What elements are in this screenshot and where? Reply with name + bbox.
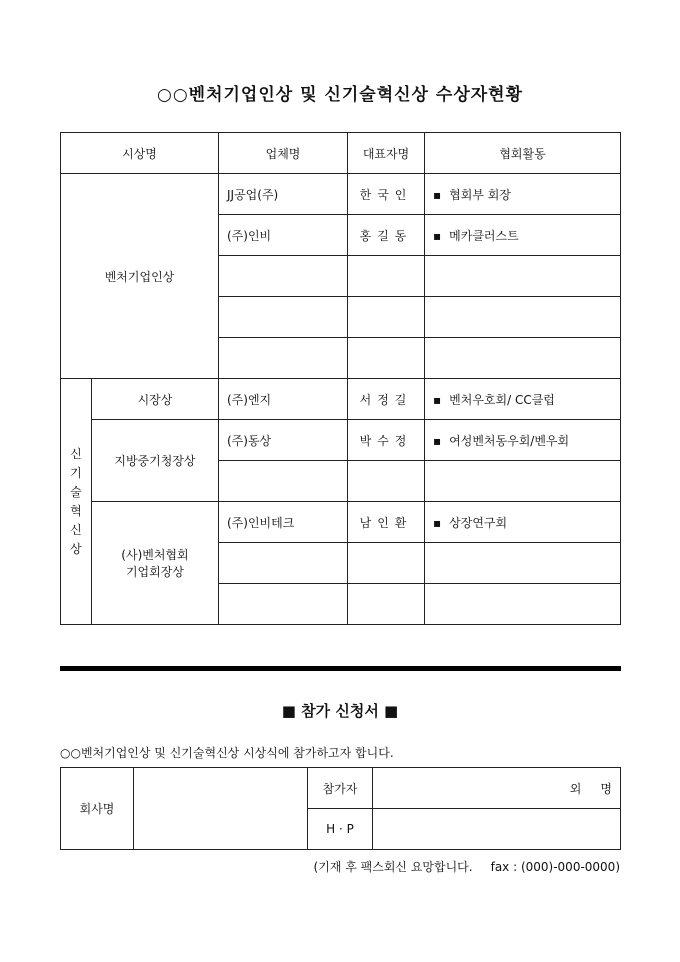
fax-note-text: (기재 후 팩스회신 요망합니다. xyxy=(313,860,473,874)
table-header-row xyxy=(61,133,621,174)
table-row xyxy=(61,420,621,461)
participant-label: 참가자 xyxy=(308,768,373,809)
ceo-cell: 서정길 xyxy=(348,379,425,420)
company-cell: (주)동상 xyxy=(219,420,348,461)
form-row xyxy=(61,768,621,809)
fax-number: fax : (000)-000-0000) xyxy=(490,860,620,874)
application-sentence: ○○벤처기업인상 및 신기술혁신상 시상식에 참가하고자 합니다. xyxy=(60,746,394,760)
table-row xyxy=(61,174,621,215)
header-company: 업체명 xyxy=(219,133,348,174)
page-title: ○○벤처기업인상 및 신기술혁신상 수상자현황 xyxy=(156,85,524,105)
venture-award-label: 벤처기업인상 xyxy=(61,174,219,379)
ceo-cell: 박수정 xyxy=(348,420,425,461)
table-row xyxy=(61,379,621,420)
header-activity: 협회활동 xyxy=(425,133,621,174)
ceo-cell: 한국인 xyxy=(348,174,425,215)
company-name-field[interactable] xyxy=(134,768,308,850)
award-winners-table xyxy=(60,132,621,625)
company-cell: (주)인비 xyxy=(219,215,348,256)
application-title: ■ 참가 신청서 ■ xyxy=(281,702,399,720)
ceo-cell: 홍길동 xyxy=(348,215,425,256)
hp-field[interactable] xyxy=(373,809,621,850)
company-name-label: 회사명 xyxy=(61,768,134,850)
activity-cell: ▪ 상장연구회 xyxy=(425,502,621,543)
section-divider xyxy=(60,666,621,671)
innovation-award-label: 신 기 술 혁 신 상 xyxy=(61,379,92,625)
sub-award-local: 지방중기청장상 xyxy=(91,420,218,502)
sub-award-association: (사)벤처협회 기업회장상 xyxy=(91,502,218,625)
header-ceo: 대표자명 xyxy=(348,133,425,174)
sub-award-market: 시장상 xyxy=(91,379,218,420)
fax-note xyxy=(314,858,620,875)
hp-label: H · P xyxy=(308,809,373,850)
activity-cell: ▪ 협회부 회장 xyxy=(425,174,621,215)
ceo-cell: 남인환 xyxy=(348,502,425,543)
activity-cell: ▪ 벤처우호회/ CC클럽 xyxy=(425,379,621,420)
header-award-name: 시상명 xyxy=(61,133,219,174)
activity-cell: ▪ 메카클러스트 xyxy=(425,215,621,256)
activity-cell: ▪ 여성벤처동우회/벤우회 xyxy=(425,420,621,461)
table-row xyxy=(61,502,621,543)
application-form-table xyxy=(60,767,621,850)
company-cell: (주)엔지 xyxy=(219,379,348,420)
company-cell: JJ공업(주) xyxy=(219,174,348,215)
company-cell: (주)인비테크 xyxy=(219,502,348,543)
participant-field[interactable]: 외 명 xyxy=(373,768,621,809)
